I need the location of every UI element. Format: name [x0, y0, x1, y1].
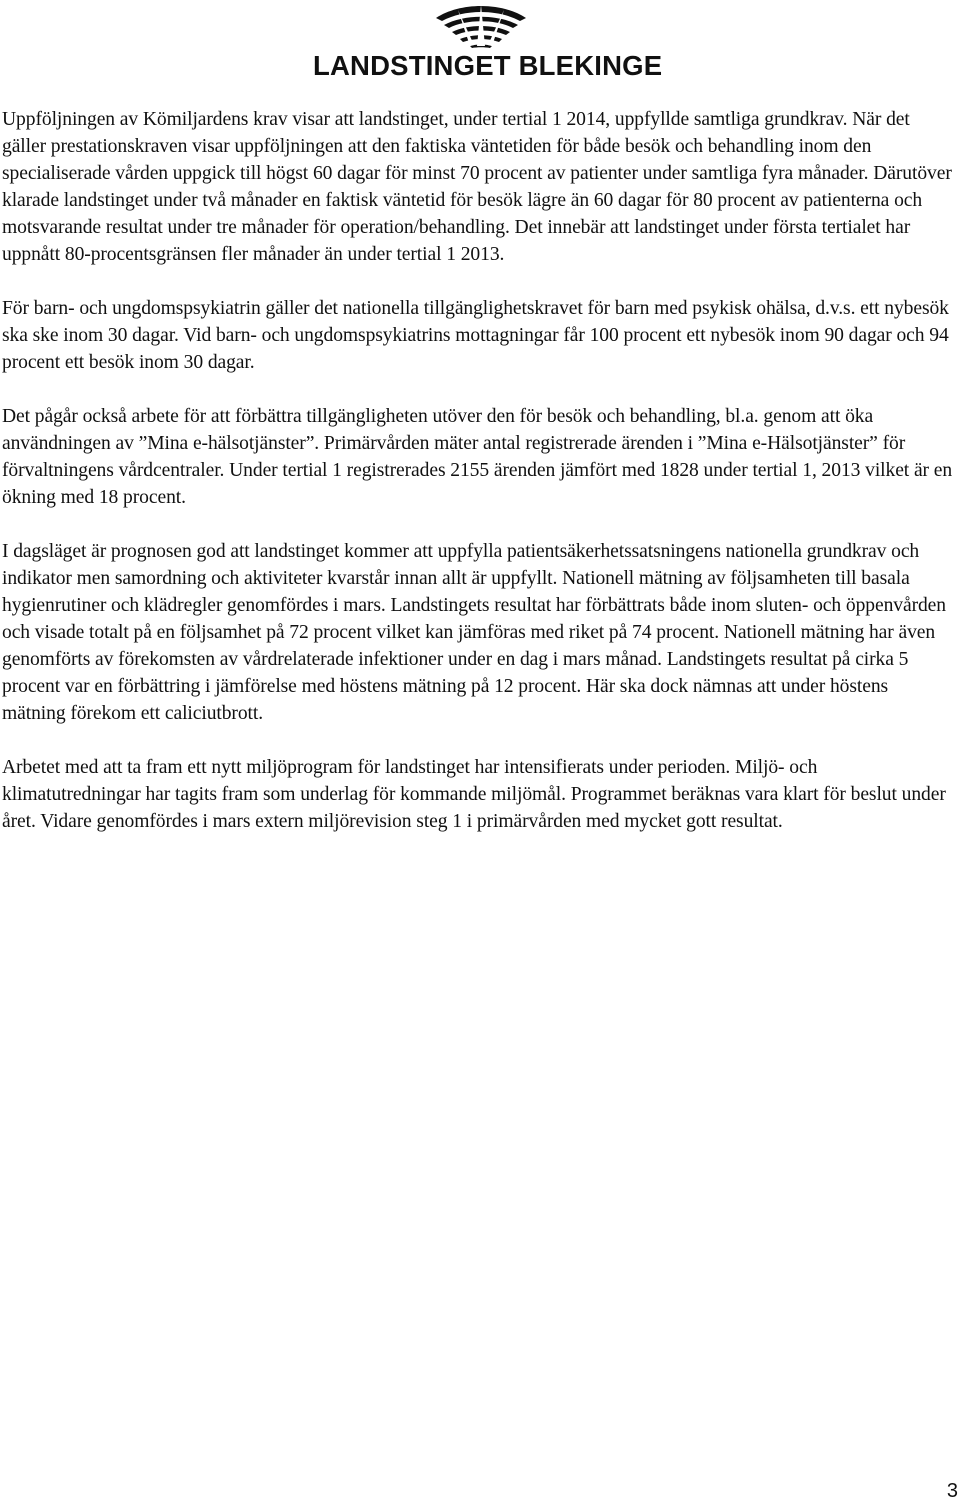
landstinget-blekinge-logo-icon	[430, 2, 532, 50]
paragraph-bup: För barn- och ungdomspsykiatrin gäller det nationella tillgänglighetskravet för barn med psykisk ohälsa, d.v.s. ett nybesök ska ske inom 30 dagar. Vid barn- och ungdomspsykiatrins mottagningar får 100 procent ett nybesök inom 90 dagar och 94 procent ett besök inom 30 dagar.	[2, 298, 949, 373]
document-header	[310, 0, 663, 85]
paragraph-miljoprogram: Arbetet med att ta fram ett nytt miljöprogram för landstinget har intensifierats under perioden. Miljö- och klimatutredningar har tagits fram som underlag för kommande miljömål. Programmet beräknas vara klart för beslut under året. Vidare genomfördes i mars extern miljörevision steg 1 i primärvården med mycket gott resultat.	[2, 757, 946, 832]
paragraph-mina-e-halsotjanster: Det pågår också arbete för att förbättra tillgängligheten utöver den för besök och behandling, bl.a. genom att öka användningen av ”Mina e-hälsotjänster”. Primärvården mäter antal registrerade ärenden i ”Mina e-Hälsotjänster” för förvaltningens vårdcentraler. Under tertial 1 registrerades 2155 ärenden jämfört med 1828 under tertial 1, 2013 vilket är en ökning med 18 procent.	[2, 406, 953, 508]
page-number: 3	[946, 1480, 958, 1502]
document-body	[2, 106, 954, 862]
organization-name: LANDSTINGET BLEKINGE	[313, 50, 663, 81]
paragraph-patientsakerhet: I dagsläget är prognosen god att landstinget kommer att uppfylla patientsäkerhetssatsningens nationella grundkrav och indikator men samordning och aktiviteter kvarstår innan allt är uppfyllt. Nationell mätning av följsamheten till basala hygienrutiner och klädregler genomfördes i mars. Landstingets resultat har förbättrats både inom sluten- och öppenvården och visade totalt på en följsamhet på 72 procent vilket kan jämföras med riket på 74 procent. Nationell mätning har även genomförts av förekomsten av vårdrelaterade infektioner under en dag i mars månad. Landstingets resultat på cirka 5 procent var en förbättring i jämförelse med höstens mätning på 12 procent. Här ska dock nämnas att under höstens mätning förekom ett caliciutbrott.	[2, 541, 946, 724]
paragraph-komiljarden: Uppföljningen av Kömiljardens krav visar att landstinget, under tertial 1 2014, uppfyllde samtliga grundkrav. När det gäller prestationskraven visar uppföljningen att den faktiska väntetiden för både besök och behandling inom den specialiserade vården uppgick till högst 60 dagar för minst 70 procent av patienter under samtliga fyra månader. Därutöver klarade landstinget under två månader en faktisk väntetid för besök lägre än 60 dagar för 80 procent av patienterna och motsvarande resultat under tre månader för operation/behandling. Det innebär att landstinget under första tertialet har uppnått 80-procentsgränsen fler månader än under tertial 1 2013.	[2, 109, 952, 265]
